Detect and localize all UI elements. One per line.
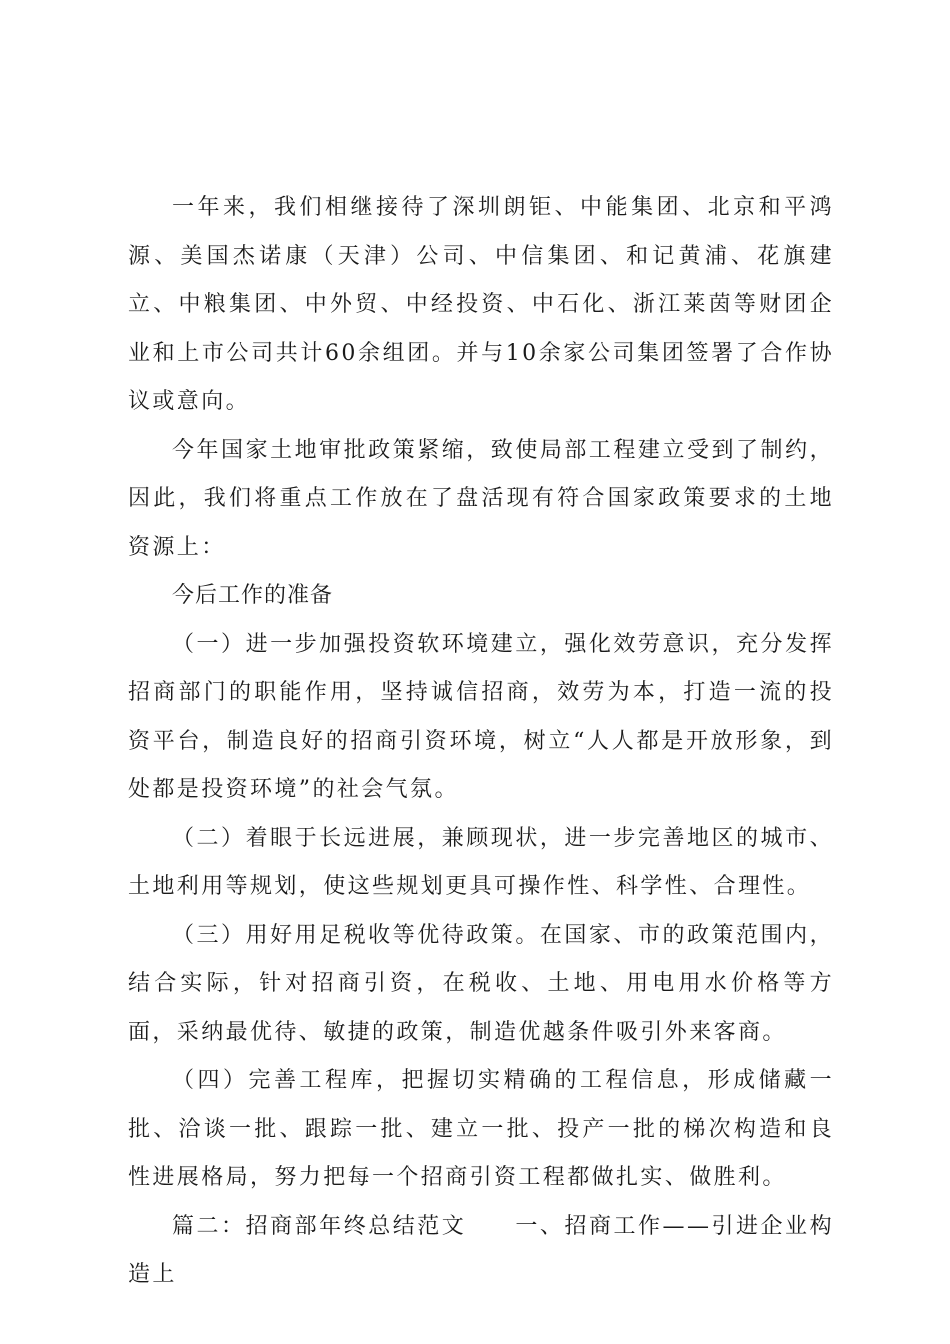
- paragraph-plan-4: （四）完善工程库，把握切实精确的工程信息，形成储藏一批、洽谈一批、跟踪一批、建立一批、投产一批的梯次构造和良性进展格局，努力把每一个招商引资工程都做扎实、做胜利。: [128, 1068, 834, 1190]
- paragraph-part-two-heading: 篇二：招商部年终总结范文 一、招商工作——引进企业构造上: [128, 1213, 834, 1287]
- paragraph-plan-1: （一）进一步加强投资软环境建立，强化效劳意识，充分发挥招商部门的职能作用，坚持诚信招商，效劳为本，打造一流的投资平台，制造良好的招商引资环境，树立“人人都是开放形象，到处都是投资环境”的社会气氛。: [128, 631, 834, 802]
- paragraph-plan-3: （三）用好用足税收等优待政策。在国家、市的政策范围内，结合实际，针对招商引资，在税收、土地、用电用水价格等方面，采纳最优待、敏捷的政策，制造优越条件吸引外来客商。: [128, 922, 834, 1045]
- paragraph-land-policy: 今年国家土地审批政策紧缩，致使局部工程建立受到了制约，因此，我们将重点工作放在了盘活现有符合国家政策要求的土地资源上：: [128, 437, 834, 560]
- paragraph-investors-received: 一年来，我们相继接待了深圳朗钜、中能集团、北京和平鸿源、美国杰诺康（天津）公司、中信集团、和记黄浦、花旗建立、中粮集团、中外贸、中经投资、中石化、浙江莱茵等财团企业和上市公司共计60余组团。并与10余家公司集团签署了合作协议或意向。: [128, 195, 834, 414]
- paragraph-plan-2: （二）着眼于长远进展，兼顾现状，进一步完善地区的城市、土地利用等规划，使这些规划更具可操作性、科学性、合理性。: [128, 825, 834, 899]
- document-body: [128, 184, 834, 1300]
- section-heading-future-plans: 今后工作的准备: [172, 583, 334, 608]
